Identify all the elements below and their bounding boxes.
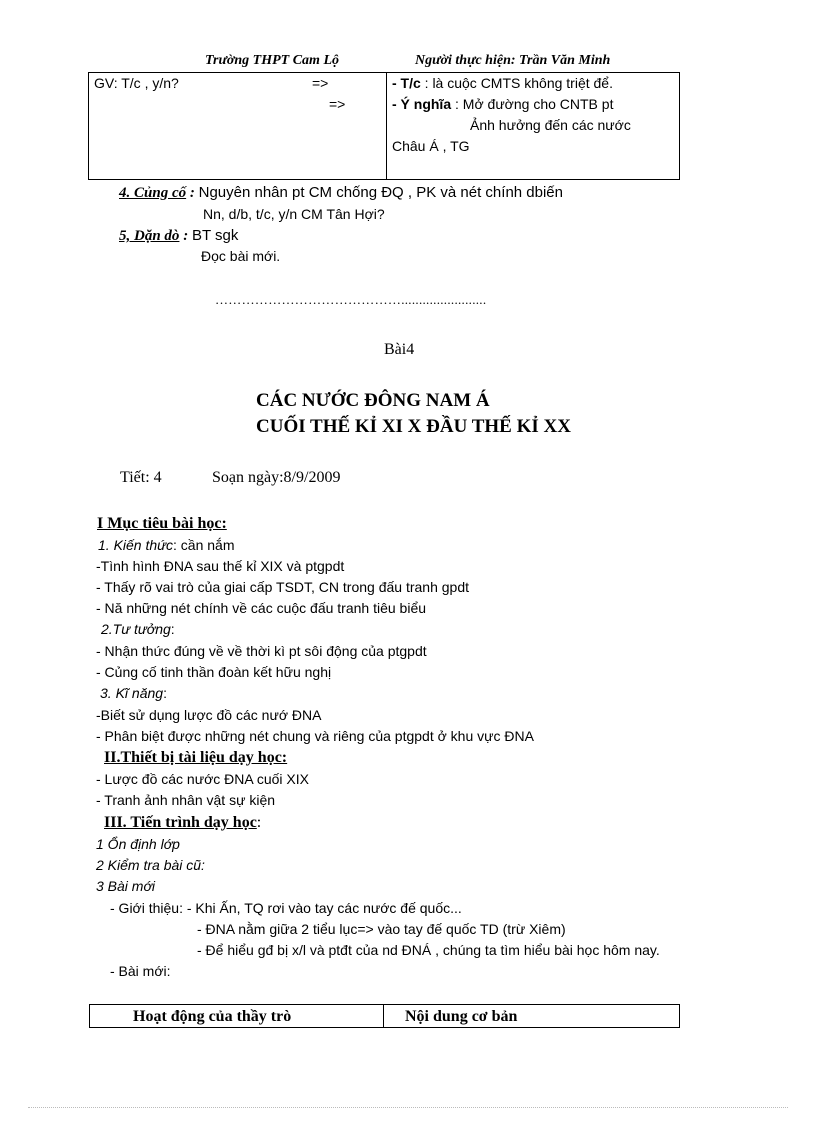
skill-label: 3. Kĩ năng xyxy=(100,685,164,701)
thought-label: 2.Tư tưởng xyxy=(101,621,171,637)
lesson-date: Soạn ngày:8/9/2009 xyxy=(212,469,341,486)
thought-item-1: - Nhận thức đúng về về thời kì pt sôi động của ptgpdt xyxy=(96,643,427,659)
tc-text: : là cuộc CMTS không triệt để. xyxy=(420,75,613,91)
cung-co-text1: Nguyên nhân pt CM chống ĐQ , PK và nét chính dbiến xyxy=(198,184,563,201)
knowledge-item-1: -Tình hình ĐNA sau thế kỉ XIX và ptgpdt xyxy=(96,558,345,574)
section3-heading: III. Tiến trình dạy học xyxy=(104,814,257,831)
intro-line-2: - ĐNA nằm giữa 2 tiểu lục=> vào tay đế quốc TD (trừ Xiêm) xyxy=(197,921,566,937)
dan-do-text1: BT sgk xyxy=(191,227,239,244)
tc-line xyxy=(392,75,613,91)
new-lesson-label: - Bài mới: xyxy=(110,963,171,979)
cung-co-label: 4. Củng cố xyxy=(119,185,187,201)
knowledge-label: 1. Kiến thức xyxy=(98,537,174,553)
table-left-line1: GV: T/c , y/n? xyxy=(94,75,179,91)
intro-line-1: - Giới thiệu: - Khi Ấn, TQ rơi vào tay các nước đế quốc... xyxy=(110,900,462,916)
page-bottom-border xyxy=(28,1107,788,1108)
step-1: 1 Ổn định lớp xyxy=(96,836,180,852)
thought-line: 2.Tư tưởng: xyxy=(101,621,175,637)
lesson-title-2: CUỐI THẾ KỈ XI X ĐẦU THẾ KỈ XX xyxy=(256,416,571,437)
author-name: Người thực hiện: Trần Văn Minh xyxy=(415,53,611,68)
dan-do-line1: 5, Dặn dò : BT sgk xyxy=(119,227,239,244)
col-header-content: Nội dung cơ bản xyxy=(405,1008,518,1025)
knowledge-line: 1. Kiến thức: cần nắm xyxy=(98,537,235,553)
arrow-2: => xyxy=(329,96,346,112)
step-3: 3 Bài mới xyxy=(96,878,156,894)
yn-label: - Ý nghĩa xyxy=(392,96,452,112)
step-2: 2 Kiểm tra bài cũ: xyxy=(96,857,205,873)
cung-co-line1: 4. Củng cố : Nguyên nhân pt CM chống ĐQ , PK và nét chính dbiến xyxy=(119,184,563,201)
table-divider xyxy=(383,1005,384,1027)
lesson-period: Tiết: 4 xyxy=(120,469,162,486)
section2-heading: II.Thiết bị tài liệu dạy học: xyxy=(104,749,288,766)
knowledge-item-3: - Nă những nét chính về các cuộc đấu tranh tiêu biểu xyxy=(96,600,427,616)
skill-item-1: -Biết sử dụng lược đồ các nướ ĐNA xyxy=(96,707,322,723)
lesson-number: Bài4 xyxy=(384,341,415,358)
table-divider xyxy=(386,73,387,179)
skill-line: 3. Kĩ năng: xyxy=(100,685,167,701)
section1-heading: I Mục tiêu bài học: xyxy=(97,515,227,532)
intro-line-3: - Để hiểu gđ bị x/l và ptđt của nd ĐNÁ , chúng ta tìm hiểu bài học hôm nay. xyxy=(197,942,660,958)
intro-label: - Giới thiệu: xyxy=(110,900,187,916)
lesson-title-1: CÁC NƯỚC ĐÔNG NAM Á xyxy=(256,390,490,411)
section3-heading-line: III. Tiến trình dạy học: xyxy=(104,814,262,831)
dan-do-line2: Đọc bài mới. xyxy=(201,248,281,264)
yn-line4: Châu Á , TG xyxy=(392,138,470,154)
arrow-1: => xyxy=(312,75,329,91)
knowledge-item-2: - Thấy rõ vai trò của giai cấp TSDT, CN trong đấu tranh gpdt xyxy=(96,579,470,595)
yn-line xyxy=(392,96,613,112)
equipment-item-1: - Lược đồ các nước ĐNA cuối XIX xyxy=(96,771,309,787)
yn-text: : Mở đường cho CNTB pt xyxy=(451,96,614,112)
skill-item-2: - Phân biệt được những nét chung và riêng của ptgpdt ở khu vực ĐNA xyxy=(96,728,534,744)
separator-dots: ……………………………………........................ xyxy=(215,292,487,307)
yn-line3: Ảnh hưởng đến các nước xyxy=(470,117,631,133)
dan-do-label: 5, Dặn dò xyxy=(119,228,180,244)
cung-co-line2: Nn, d/b, t/c, y/n CM Tân Hợi? xyxy=(203,206,385,222)
tc-label: - T/c xyxy=(392,75,421,91)
school-name: Trường THPT Cam Lộ xyxy=(205,53,339,68)
col-header-activities: Hoạt động của thầy trò xyxy=(133,1008,292,1025)
equipment-item-2: - Tranh ảnh nhân vật sự kiện xyxy=(96,792,276,808)
thought-item-2: - Củng cố tinh thần đoàn kết hữu nghị xyxy=(96,664,332,680)
